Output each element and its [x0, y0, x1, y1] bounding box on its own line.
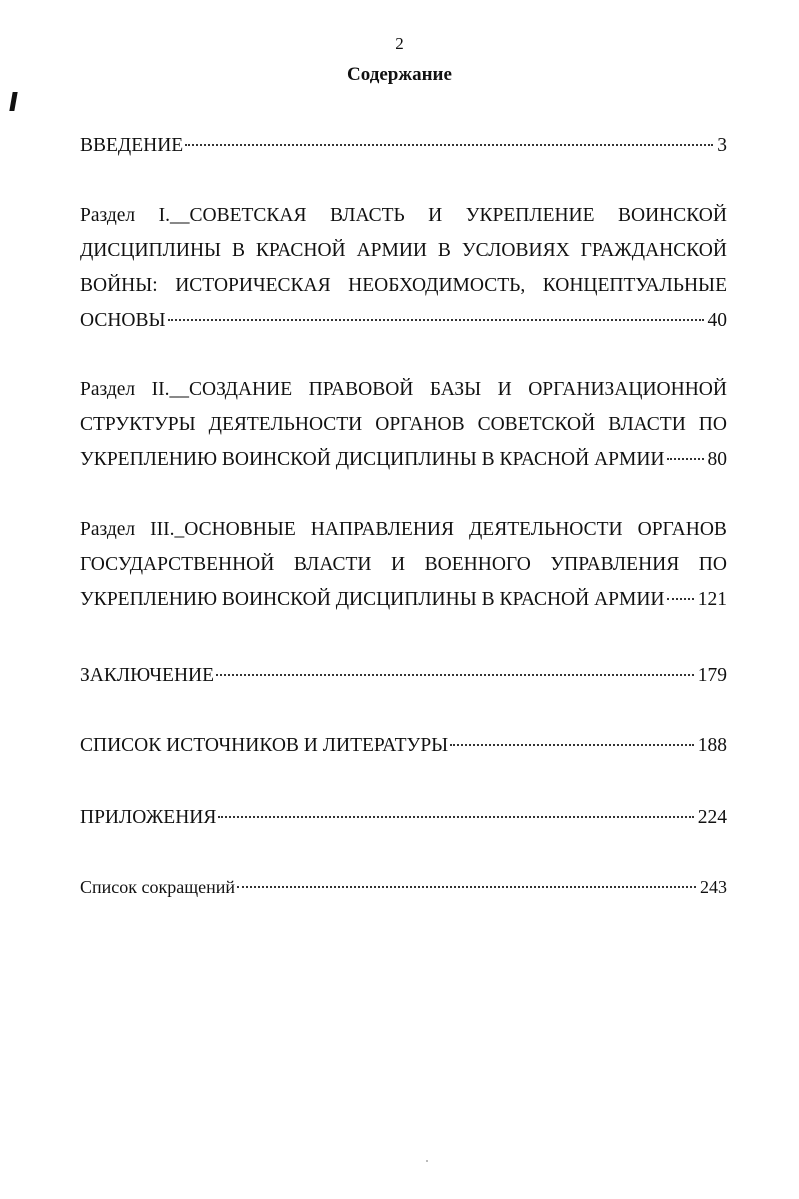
- dot-leader: [185, 143, 713, 146]
- toc-entry-page: 80: [707, 449, 727, 470]
- toc-entry-page: 188: [697, 735, 727, 756]
- toc-entry-conclusion[interactable]: [80, 658, 727, 693]
- toc-entry-label: СПИСОК ИСТОЧНИКОВ И ЛИТЕРАТУРЫ: [80, 735, 449, 756]
- toc-entry-label: УКРЕПЛЕНИЮ ВОИНСКОЙ ДИСЦИПЛИНЫ В КРАСНОЙ АРМИИ: [80, 589, 665, 610]
- toc-entry-label: ЗАКЛЮЧЕНИЕ: [80, 665, 215, 686]
- margin-mark: [9, 92, 17, 111]
- scan-speck: [426, 1160, 428, 1162]
- toc-entry-label: ПРИЛОЖЕНИЯ: [80, 807, 217, 828]
- toc-entry-label: ОСНОВЫ: [80, 310, 166, 331]
- toc-entry-label: ВВЕДЕНИЕ: [80, 135, 184, 156]
- dot-leader: [168, 318, 704, 321]
- dot-leader: [237, 885, 696, 888]
- toc-entry-section-1[interactable]: [80, 198, 727, 338]
- toc-entry-page: 224: [697, 807, 727, 828]
- dot-leader: [450, 743, 694, 746]
- dot-leader: [218, 815, 693, 818]
- toc-entry-page: 243: [700, 877, 727, 897]
- toc-entry-line: Раздел II.__СОЗДАНИЕ ПРАВОВОЙ БАЗЫ И ОРГАНИЗАЦИОННОЙ: [80, 379, 727, 400]
- toc-entry-line: Раздел III._ОСНОВНЫЕ НАПРАВЛЕНИЯ ДЕЯТЕЛЬНОСТИ ОРГАНОВ: [80, 519, 727, 540]
- toc-entry-label: Список сокращений: [80, 877, 235, 897]
- toc-entry-sources[interactable]: [80, 728, 727, 763]
- toc-entry-page: 3: [717, 135, 727, 156]
- toc-entry-page: 179: [697, 665, 727, 686]
- toc-entry-line: Раздел I.__СОВЕТСКАЯ ВЛАСТЬ И УКРЕПЛЕНИЕ ВОИНСКОЙ: [80, 205, 727, 226]
- toc-entry-label: УКРЕПЛЕНИЮ ВОИНСКОЙ ДИСЦИПЛИНЫ В КРАСНОЙ АРМИИ: [80, 449, 665, 470]
- toc-entry-line: ВОЙНЫ: ИСТОРИЧЕСКАЯ НЕОБХОДИМОСТЬ, КОНЦЕПТУАЛЬНЫЕ: [80, 275, 727, 296]
- toc-entry-line: ДИСЦИПЛИНЫ В КРАСНОЙ АРМИИ В УСЛОВИЯХ ГРАЖДАНСКОЙ: [80, 240, 727, 261]
- toc-entry-line: СТРУКТУРЫ ДЕЯТЕЛЬНОСТИ ОРГАНОВ СОВЕТСКОЙ ВЛАСТИ ПО: [80, 414, 727, 435]
- page-title: Содержание: [347, 64, 452, 85]
- dot-leader: [216, 673, 694, 676]
- page-number: 2: [395, 34, 404, 53]
- toc-entry-section-2[interactable]: [80, 372, 727, 477]
- dot-leader: [667, 597, 694, 600]
- toc-entry-line: ГОСУДАРСТВЕННОЙ ВЛАСТИ И ВОЕННОГО УПРАВЛЕНИЯ ПО: [80, 554, 727, 575]
- toc-entry-intro[interactable]: [80, 128, 727, 163]
- toc-entry-abbreviations[interactable]: [80, 870, 727, 905]
- toc-entry-appendices[interactable]: [80, 800, 727, 835]
- dot-leader: [667, 457, 704, 460]
- toc-entry-section-3[interactable]: [80, 512, 727, 617]
- toc-entry-page: 40: [707, 310, 727, 331]
- toc-entry-page: 121: [697, 589, 727, 610]
